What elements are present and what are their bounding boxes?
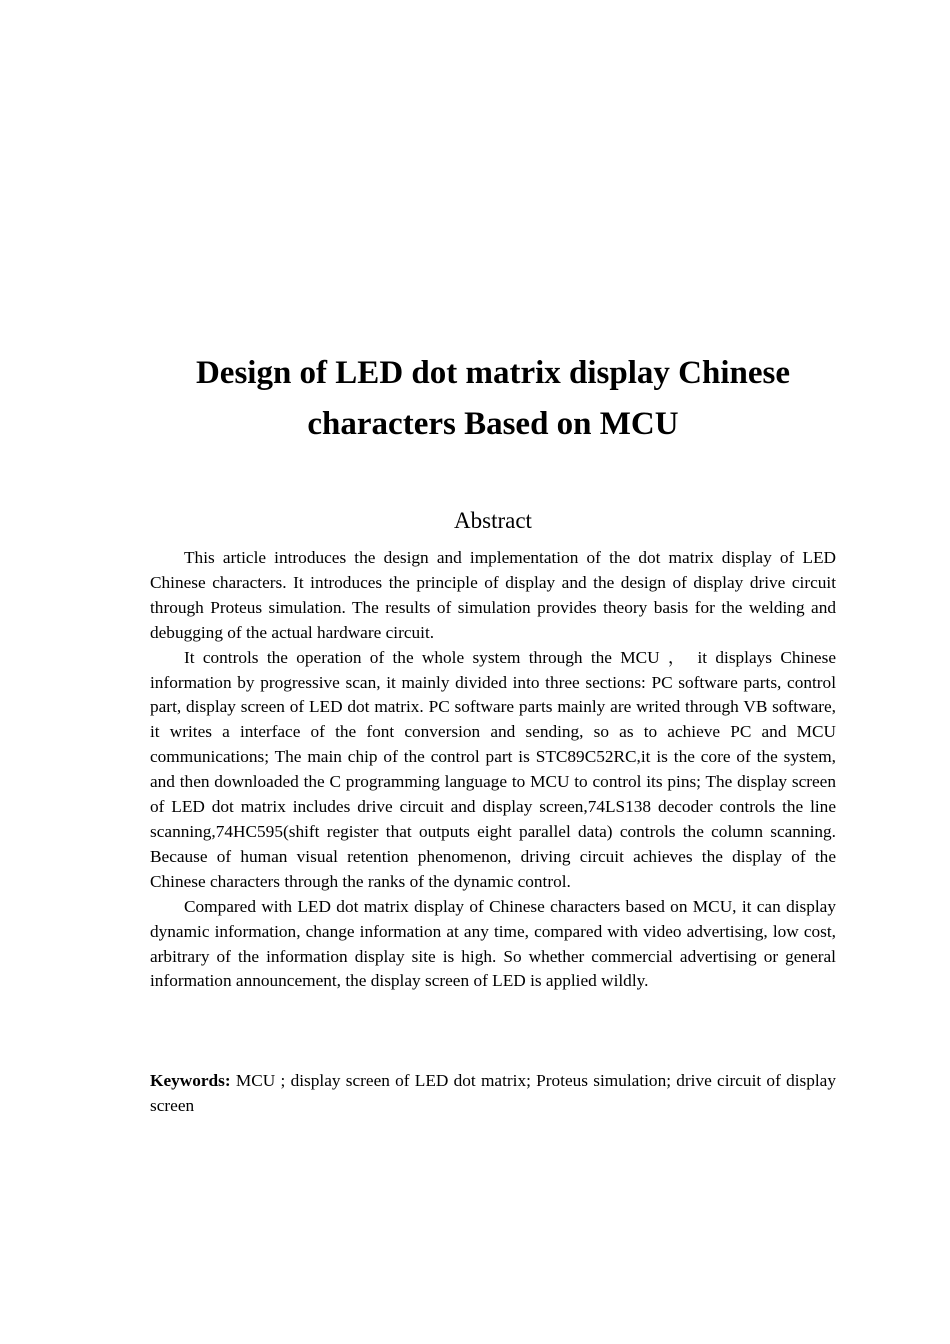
- keywords-text: MCU ; display screen of LED dot matrix; Proteus simulation; drive circuit of display screen: [150, 1071, 836, 1115]
- abstract-heading: Abstract: [454, 508, 532, 533]
- keywords-label: Keywords:: [150, 1071, 231, 1090]
- abstract-paragraph-3: Compared with LED dot matrix display of Chinese characters based on MCU, it can display dynamic information, change information at any time, compared with video advertising, low cost, arbitrary of the information display site is high. So whether commercial advertising or general information announcement, the display screen of LED is applied wildly.: [150, 896, 836, 991]
- abstract-paragraph-1: This article introduces the design and implementation of the dot matrix display of LED Chinese characters. It introduces the principle of display and the design of display drive circuit through Proteus simulation. The results of simulation provides theory basis for the welding and debugging of the actual hardware circuit.: [150, 548, 836, 642]
- paper-title: Design of LED dot matrix display Chinese characters Based on MCU: [195, 355, 791, 442]
- keywords-line: [150, 1069, 836, 1119]
- abstract-body: [150, 546, 836, 994]
- abstract-paragraph-2: It controls the operation of the whole system through the MCU ， it displays Chinese information by progressive scan, it mainly divided into three sections: PC software parts, control part, display screen of LED dot matrix. PC software parts mainly are writed through VB software, it writes a interface of the font conversion and sending, so as to achieve PC and MCU communications; The main chip of the control part is STC89C52RC,it is the core of the system, and then downloaded the C programming language to MCU to control its pins; The display screen of LED dot matrix includes drive circuit and display screen,74LS138 decoder controls the line scanning,74HC595(shift register that outputs eight parallel data) controls the column scanning. Because of human visual retention phenomenon, driving circuit achieves the display of the Chinese characters through the ranks of the dynamic control.: [150, 647, 836, 891]
